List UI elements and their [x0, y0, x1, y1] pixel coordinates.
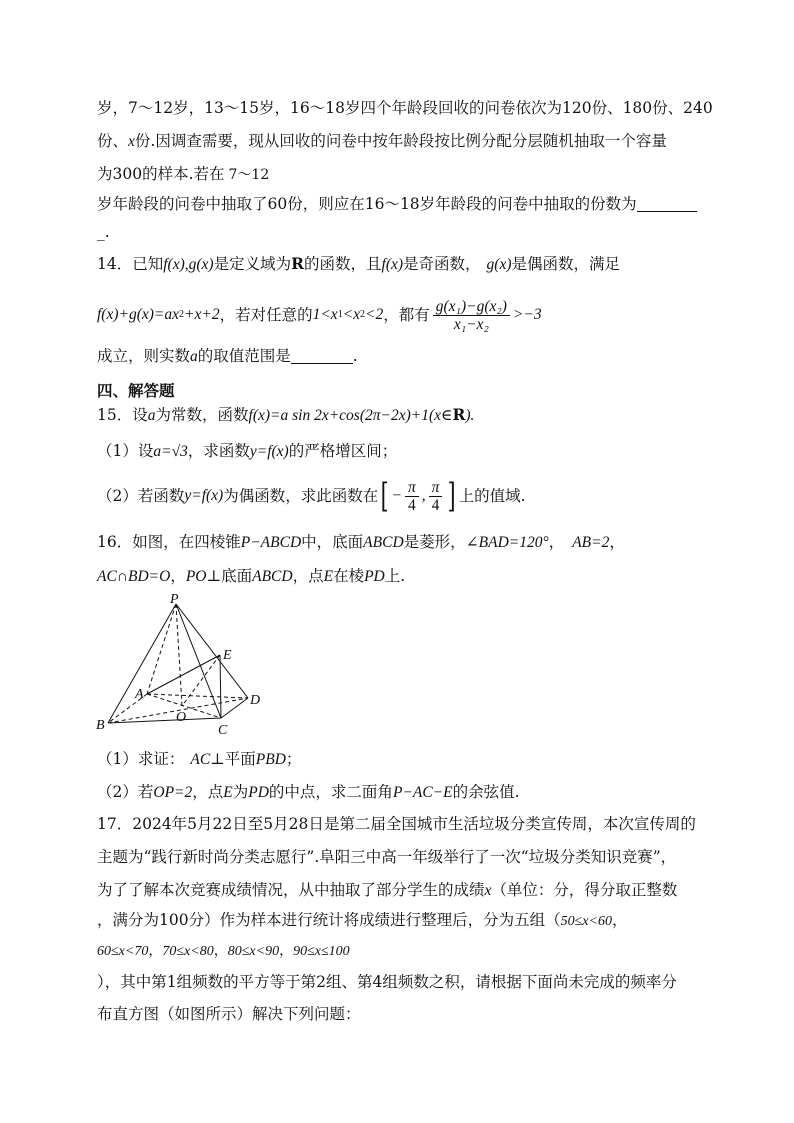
label-e: E [223, 648, 232, 663]
label-o: O [176, 710, 187, 725]
answer-blank [291, 347, 353, 364]
section-title: 四、解答题 [97, 381, 175, 400]
q15-part-1: （1）设a=√3，求函数y=f(x)的严格增区间； [97, 442, 398, 460]
edge-cd [221, 698, 248, 718]
q16-line-1: 16．如图，在四棱锥P−ABCD中，底面ABCD是菱形，∠BAD=120°， AB=2， [97, 533, 625, 551]
q16-part-1: （1）求证： AC⊥平面PBD； [97, 750, 302, 768]
q13-line-3: 为300的样本.若在 7～12 [97, 165, 270, 183]
edge-pc [176, 604, 221, 718]
q13-line-2: 份、x份.因调查需要，现从回收的问卷中按年龄段按比例分配分层随机抽取一个容量 [97, 132, 667, 150]
answer-blank [637, 195, 697, 212]
q14-line-2: f(x)+g(x)=ax 2 +x+2 ，若对任意的 1<x 1 <x 2 <2 ，都有 $\frac{\text{g(x₁)−g(x₂)}}{\text{x₁−x₂}}$ >−3 [97, 297, 542, 333]
difference-quotient: $\frac{\text{g(x₁)−g(x₂)}}{\text{x₁−x₂}}$ [433, 298, 510, 333]
edge-bc [108, 718, 221, 723]
q17-line-5: 60≤x<70，70≤x<80，80≤x<90，90≤x≤100 [97, 943, 350, 959]
q17-line-3: 为了了解本次竞赛成绩情况，从中抽取了部分学生的成绩x（单位：分，得分取正整数 [97, 881, 678, 899]
q17-line-7: 布直方图（如图所示）解决下列问题： [97, 1005, 361, 1023]
height-po [176, 604, 182, 706]
segment-eo [182, 655, 220, 706]
q15-line-1: 15．设a为常数，函数f(x)=a sin 2x+cos(2π−2x)+1(x∈R). [97, 405, 475, 424]
label-b: B [96, 718, 105, 733]
q13-line-4: 岁年龄段的问卷中抽取了60份，则应在16～18岁年龄段的问卷中抽取的份数为 [97, 194, 697, 214]
q14-line-1: 14．已知f(x),g(x)是定义域为R的函数，且f(x)是奇函数， g(x)是偶函数，满足 [97, 254, 621, 273]
q13-line-1: 岁，7～12岁，13～15岁，16～18岁四个年龄段回收的问卷依次为120份、180份、240 [97, 99, 713, 117]
q17-line-2: 主题为“践行新时尚分类志愿行”.阜阳三中高一年级举行了一次“垃圾分类知识竞赛”， [97, 848, 677, 866]
label-d: D [250, 693, 261, 708]
q16-part-2: （2）若OP=2，点E为PD的中点，求二面角P−AC−E的余弦值. [97, 783, 520, 801]
segment-ec [220, 655, 221, 718]
q16-line-2: AC∩BD=O，PO⊥底面ABCD，点E在棱PD上. [97, 567, 406, 585]
edge-pb [108, 604, 176, 723]
pyramid-figure [90, 590, 270, 740]
label-a: A [135, 687, 144, 702]
edge-ad [147, 694, 248, 698]
q17-line-4: ，满分为100分）作为样本进行统计将成绩进行整理后，分为五组（50≤x<60， [97, 911, 628, 929]
q14-line-3: 成立，则实数a的取值范围是 . [97, 347, 358, 365]
q13-line-5: _. [97, 223, 110, 241]
q17-line-1: 17．2024年5月22日至5月28日是第二届全国城市生活垃圾分类宣传周，本次宣传周的 [97, 815, 696, 833]
label-p: P [170, 592, 179, 607]
edge-pd [176, 604, 248, 698]
q17-line-6: ），其中第1组频数的平方等于第2组、第4组频数之积，请根据下面尚未完成的频率分 [97, 973, 677, 991]
q15-part-2: （2）若函数 y=f(x) 为偶函数，求此函数在 [ − $\frac{\pi}{4}$ , $\frac{\pi}{4}$ ] 上的值域. [97, 476, 526, 516]
label-c: C [218, 723, 228, 738]
